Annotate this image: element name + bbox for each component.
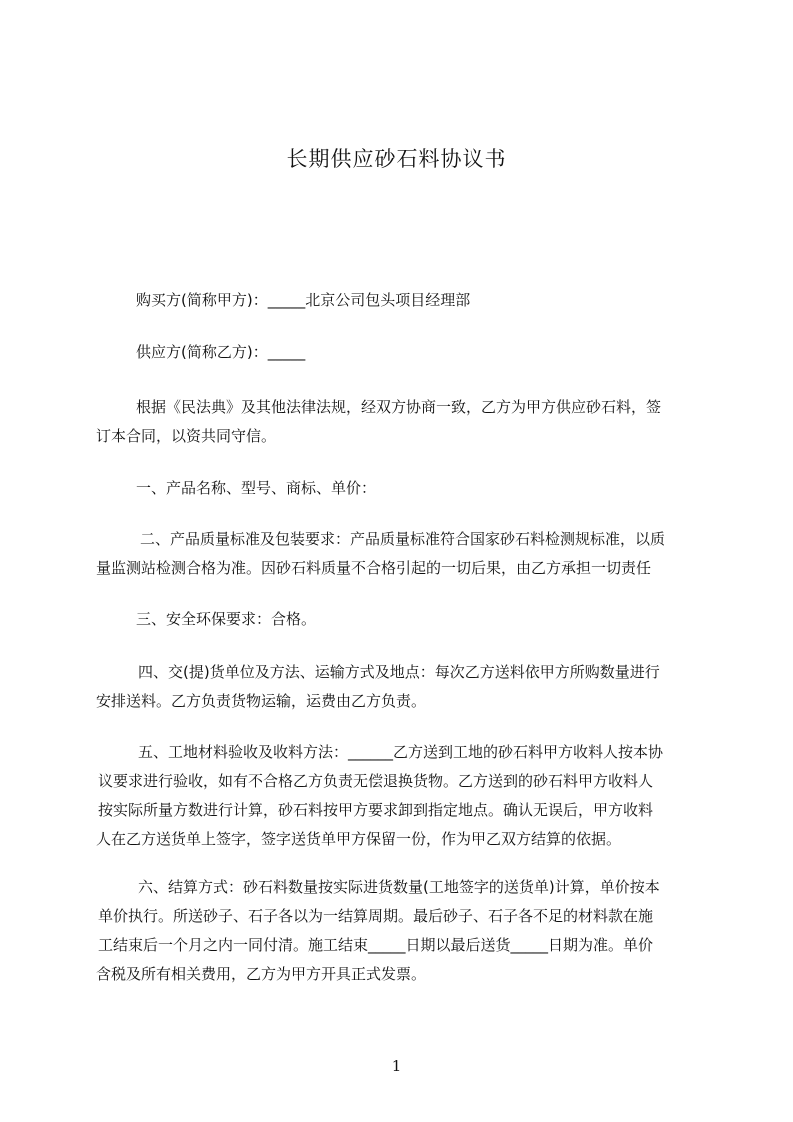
- section-3-line: 三、安全环保要求：合格。: [136, 610, 317, 628]
- section-4-line-2: 安排送料。乙方负责货物运输，运费由乙方负责。: [96, 692, 427, 710]
- intro-line-2: 订本合同，以资共同守信。: [96, 427, 277, 445]
- section-2-line-2: 量监测站检测合格为准。因砂石料质量不合格引起的一切后果，由乙方承担一切责任: [96, 559, 652, 577]
- section-6-paragraph: [96, 873, 700, 989]
- supplier-line: 供应方(简称乙方)：_____: [136, 343, 306, 361]
- section-6-line-4: 含税及所有相关费用，乙方为甲方开具正式发票。: [96, 965, 427, 983]
- section-1-heading: 一、产品名称、型号、商标、单价：: [136, 479, 377, 497]
- section-5-paragraph: [96, 738, 700, 854]
- section-5-line-1: 五、工地材料验收及收料方法：______乙方送到工地的砂石料甲方收料人按本协: [138, 743, 664, 761]
- section-6-line-3: 工结束后一个月之内一同付清。施工结束_____日期以最后送货_____日期为准。单价: [98, 936, 654, 954]
- section-4-paragraph: [96, 658, 700, 716]
- section-6-line-1: 六、结算方式：砂石料数量按实际进货数量(工地签字的送货单)计算，单价按本: [138, 878, 660, 896]
- section-5-line-3: 按实际所量方数进行计算，砂石料按甲方要求卸到指定地点。确认无误后，甲方收料: [98, 801, 654, 819]
- buyer-line: 购买方(简称甲方)：_____北京公司包头项目经理部: [136, 291, 471, 309]
- section-5-line-2: 议要求进行验收，如有不合格乙方负责无偿退换货物。乙方送到的砂石料甲方收料人: [98, 772, 654, 790]
- document-title: 长期供应砂石料协议书: [286, 147, 507, 171]
- section-5-line-4: 人在乙方送货单上签字，签字送货单甲方保留一份，作为甲乙双方结算的依据。: [96, 830, 622, 848]
- intro-line-1: 根据《民法典》及其他法律法规，经双方协商一致，乙方为甲方供应砂石料，签: [136, 398, 662, 416]
- section-2-paragraph: [96, 525, 700, 583]
- page-number: 1: [391, 1057, 402, 1075]
- section-4-line-1: 四、交(提)货单位及方法、运输方式及地点：每次乙方送料依甲方所购数量进行: [138, 663, 660, 681]
- section-6-line-2: 单价执行。所送砂子、石子各以为一结算周期。最后砂子、石子各不足的材料款在施: [98, 907, 654, 925]
- intro-paragraph: [96, 393, 700, 451]
- section-2-line-1: 二、产品质量标准及包装要求：产品质量标准符合国家砂石料检测规标准，以质: [140, 530, 666, 548]
